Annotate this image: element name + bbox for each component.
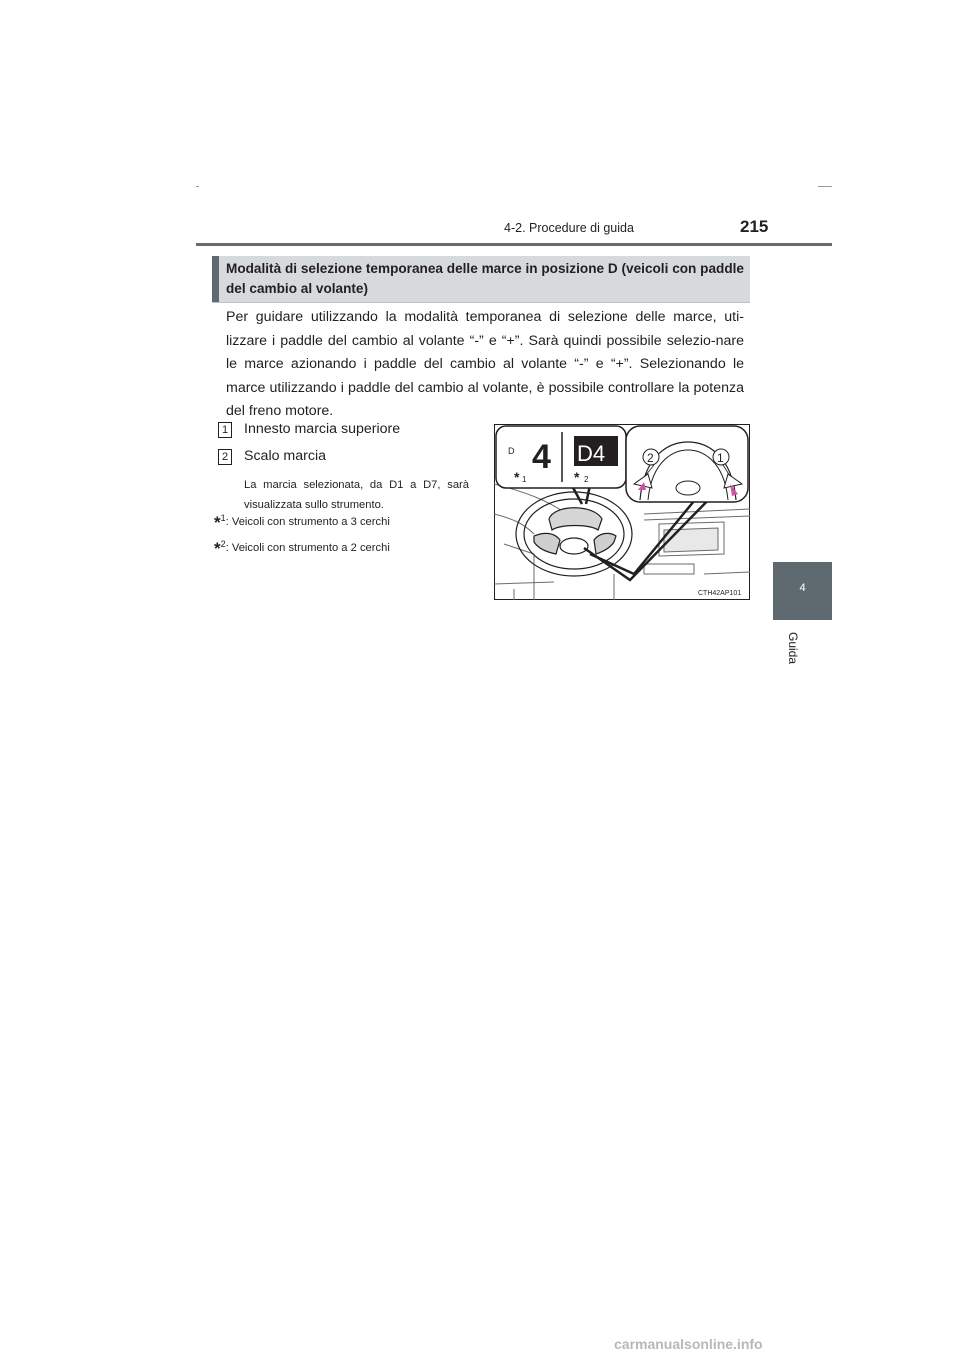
- meter1-range: D: [508, 446, 515, 456]
- footnote-2-text: : Veicoli con strumento a 2 cerchi: [225, 542, 390, 554]
- crop-mark-left: [196, 186, 199, 187]
- footnote-1-marker: *: [214, 513, 221, 532]
- meter2-gear: D4: [577, 441, 606, 466]
- figure-code: CTH42AP101: [698, 590, 742, 597]
- meter-inset: [496, 426, 626, 488]
- paddle-shift-illustration: [494, 424, 750, 600]
- meter1-mark: *: [514, 469, 520, 485]
- banner-title: Modalità di selezione temporanea delle marce in posizione D (veicoli con paddle del cambio al volante): [226, 261, 744, 296]
- footnote-2-marker: *: [214, 539, 221, 558]
- side-tab: [773, 562, 832, 620]
- footnote-1-text: : Veicoli con strumento a 3 cerchi: [225, 516, 390, 528]
- section-banner: [212, 256, 750, 303]
- callout-2: 2: [647, 451, 654, 465]
- body-paragraph: Per guidare utilizzando la modalità temporanea di selezione delle marce, uti-lizzare i paddle del cambio al volante “-” e “+”. Sarà quindi possibile selezio-nare le marce azionando i paddle del cambio al volante “-” e “+”. Selezionando le marce utilizzando i paddle del cambio al volante, è possibile controllare la potenza del freno motore.: [226, 309, 744, 419]
- side-tab-label: Guida: [786, 632, 800, 665]
- header-section: 4-2. Procedure di guida: [504, 221, 634, 235]
- crop-mark-right: [818, 186, 832, 187]
- item-number-2: 2: [218, 449, 232, 465]
- item-label-2: Scalo marcia: [244, 448, 327, 464]
- watermark: carmanualsonline.info: [614, 1336, 763, 1352]
- banner-accent: [212, 256, 219, 302]
- meter2-mark: *: [574, 469, 580, 485]
- header-rule: [196, 243, 832, 246]
- item-number-1: 1: [218, 422, 232, 438]
- meter2-mark-index: 2: [584, 475, 589, 484]
- paddle-inset: [626, 426, 748, 502]
- item-label-1: Innesto marcia superiore: [244, 421, 401, 437]
- page-number: 215: [740, 217, 769, 236]
- footnote-2-index: 2: [220, 539, 226, 549]
- footnote-1-index: 1: [220, 513, 226, 523]
- gear-note: La marcia selezionata, da D1 a D7, sarà visualizzata sullo strumento.: [244, 479, 469, 511]
- side-tab-number: 4: [799, 582, 806, 594]
- meter1-gear: 4: [532, 438, 551, 476]
- meter1-mark-index: 1: [522, 475, 527, 484]
- footnote-1: [214, 513, 390, 533]
- callout-1: 1: [717, 451, 724, 465]
- footnote-2: [214, 539, 390, 559]
